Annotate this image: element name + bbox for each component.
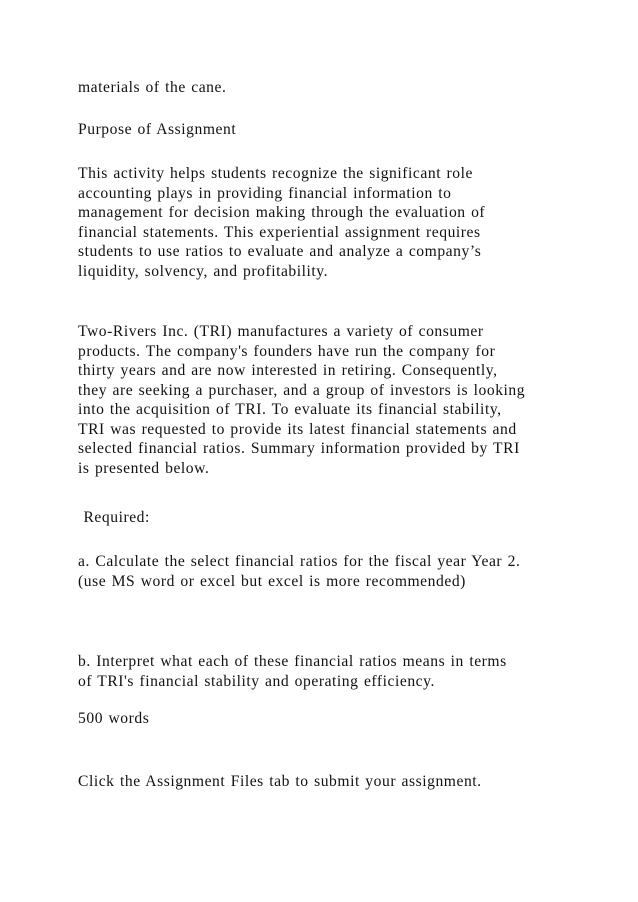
purpose-paragraph — [78, 164, 578, 281]
purpose-heading-text: Purpose of Assignment — [78, 121, 237, 138]
submit-instruction — [78, 772, 578, 792]
company-line: products. The company's founders have run the company for — [78, 342, 496, 360]
required-heading — [78, 508, 578, 528]
required-heading-text: Required: — [78, 509, 150, 526]
part-a-line: a. Calculate the select financial ratios for the fiscal year Year 2. — [78, 553, 521, 570]
purpose-line: financial statements. This experiential assignment requires — [78, 223, 481, 241]
company-line: is presented below. — [78, 459, 210, 477]
part-a-paragraph — [78, 552, 578, 591]
intro-line: materials of the cane. — [78, 79, 227, 96]
company-line: selected financial ratios. Summary information provided by TRI — [78, 440, 520, 457]
word-count-text: 500 words — [78, 710, 150, 727]
company-line: thirty years and are now interested in retiring. Consequently, — [78, 362, 498, 379]
purpose-line: liquidity, solvency, and profitability. — [78, 262, 329, 280]
company-paragraph — [78, 322, 578, 478]
purpose-line: students to use ratios to evaluate and analyze a company’s — [78, 243, 482, 260]
intro-fragment — [78, 78, 578, 98]
part-b-paragraph — [78, 652, 578, 691]
purpose-heading — [78, 120, 578, 140]
purpose-line: management for decision making through the evaluation of — [78, 204, 486, 221]
word-count — [78, 709, 578, 729]
company-line: Two-Rivers Inc. (TRI) manufactures a variety of consumer — [78, 323, 484, 340]
part-a-line: (use MS word or excel but excel is more recommended) — [78, 572, 466, 590]
part-b-line: of TRI's financial stability and operating efficiency. — [78, 672, 435, 690]
company-line: they are seeking a purchaser, and a group of investors is looking — [78, 381, 526, 399]
company-line: into the acquisition of TRI. To evaluate its financial stability, — [78, 401, 502, 418]
submit-instruction-text: Click the Assignment Files tab to submit your assignment. — [78, 773, 482, 790]
purpose-line: accounting plays in providing financial information to — [78, 184, 452, 202]
purpose-line: This activity helps students recognize the significant role — [78, 165, 473, 182]
part-b-line: b. Interpret what each of these financial ratios means in terms — [78, 653, 507, 670]
company-line: TRI was requested to provide its latest financial statements and — [78, 420, 517, 438]
